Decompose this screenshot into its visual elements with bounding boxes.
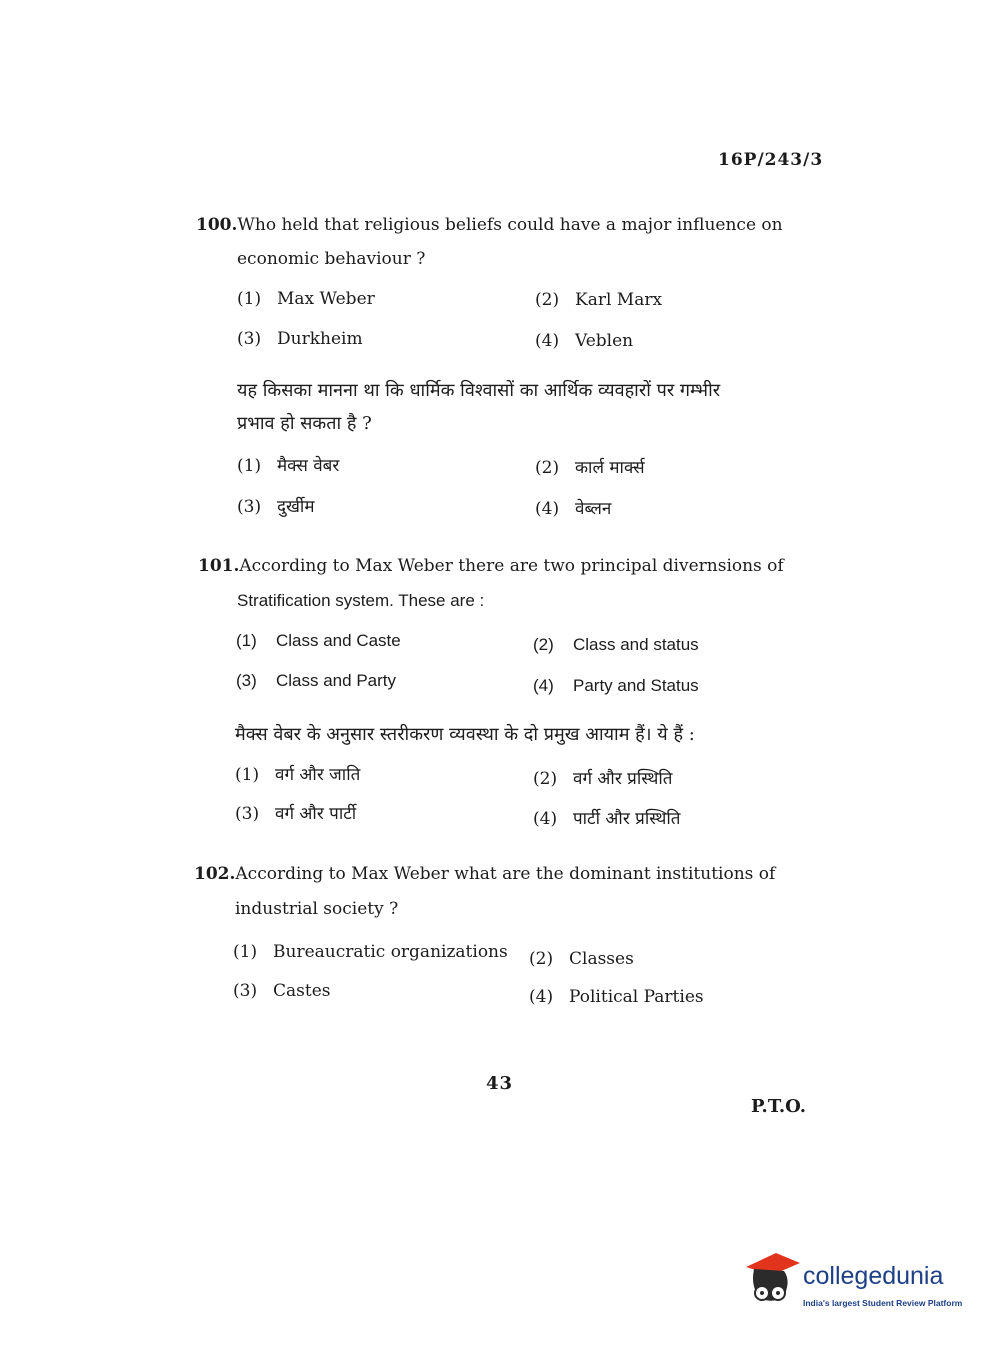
option-en-2: (2) Classes <box>529 949 634 969</box>
question-hindi-line2: प्रभाव हो सकता है ? <box>237 413 372 434</box>
option-hi-4: (4) वेब्लन <box>535 499 612 519</box>
option-en-2: (2) Karl Marx <box>535 290 663 310</box>
question-number: 102. <box>194 864 236 884</box>
option-en-1: (1) Bureaucratic organizations <box>233 942 508 962</box>
question-hindi-line1: मैक्स वेबर के अनुसार स्तरीकरण व्यवस्था के दो प्रमुख आयाम हैं। ये हैं : <box>235 724 695 745</box>
option-hi-1: (1) वर्ग और जाति <box>235 765 361 785</box>
question-text-line2: Stratification system. These are : <box>237 591 485 610</box>
question-hindi-line1: यह किसका मानना था कि धार्मिक विश्वासों का आर्थिक व्यवहारों पर गम्भीर <box>237 380 721 401</box>
option-hi-1: (1) मैक्स वेबर <box>237 456 340 476</box>
page-number: 43 <box>486 1073 514 1094</box>
question-text-line2: economic behaviour ? <box>237 249 426 269</box>
option-hi-2: (2) वर्ग और प्रस्थिति <box>533 769 673 789</box>
option-en-4: (4) Political Parties <box>529 987 704 1007</box>
pto-label: P.T.O. <box>751 1096 807 1117</box>
option-en-3: (3) Durkheim <box>237 329 363 349</box>
paper-code: 16P/243/3 <box>718 150 824 170</box>
question-text-line1: 102.According to Max Weber what are the dominant institutions of <box>194 864 776 884</box>
option-en-2: (2) Class and status <box>533 635 699 654</box>
option-hi-4: (4) पार्टी और प्रस्थिति <box>533 809 681 829</box>
question-text-line2: industrial society ? <box>235 899 399 919</box>
question-number: 100. <box>196 215 238 235</box>
watermark-brand: collegedunia <box>803 1262 944 1290</box>
option-en-1: (1) Class and Caste <box>236 631 401 650</box>
option-hi-3: (3) वर्ग और पार्टी <box>235 804 357 824</box>
mascot-logo-icon <box>740 1247 802 1313</box>
option-en-3: (3) Castes <box>233 981 331 1001</box>
question-text-line1: 101.According to Max Weber there are two principal divernsions of <box>198 556 784 576</box>
option-en-4: (4) Veblen <box>535 331 634 351</box>
option-hi-2: (2) कार्ल मार्क्स <box>535 458 645 478</box>
question-number: 101. <box>198 556 240 576</box>
question-text-line1: 100.Who held that religious beliefs could have a major influence on <box>196 215 783 235</box>
option-hi-3: (3) दुर्खीम <box>237 497 315 517</box>
watermark-tagline: India's largest Student Review Platform <box>803 1298 963 1308</box>
option-en-1: (1) Max Weber <box>237 289 375 309</box>
option-en-3: (3) Class and Party <box>236 671 396 690</box>
option-en-4: (4) Party and Status <box>533 676 699 695</box>
